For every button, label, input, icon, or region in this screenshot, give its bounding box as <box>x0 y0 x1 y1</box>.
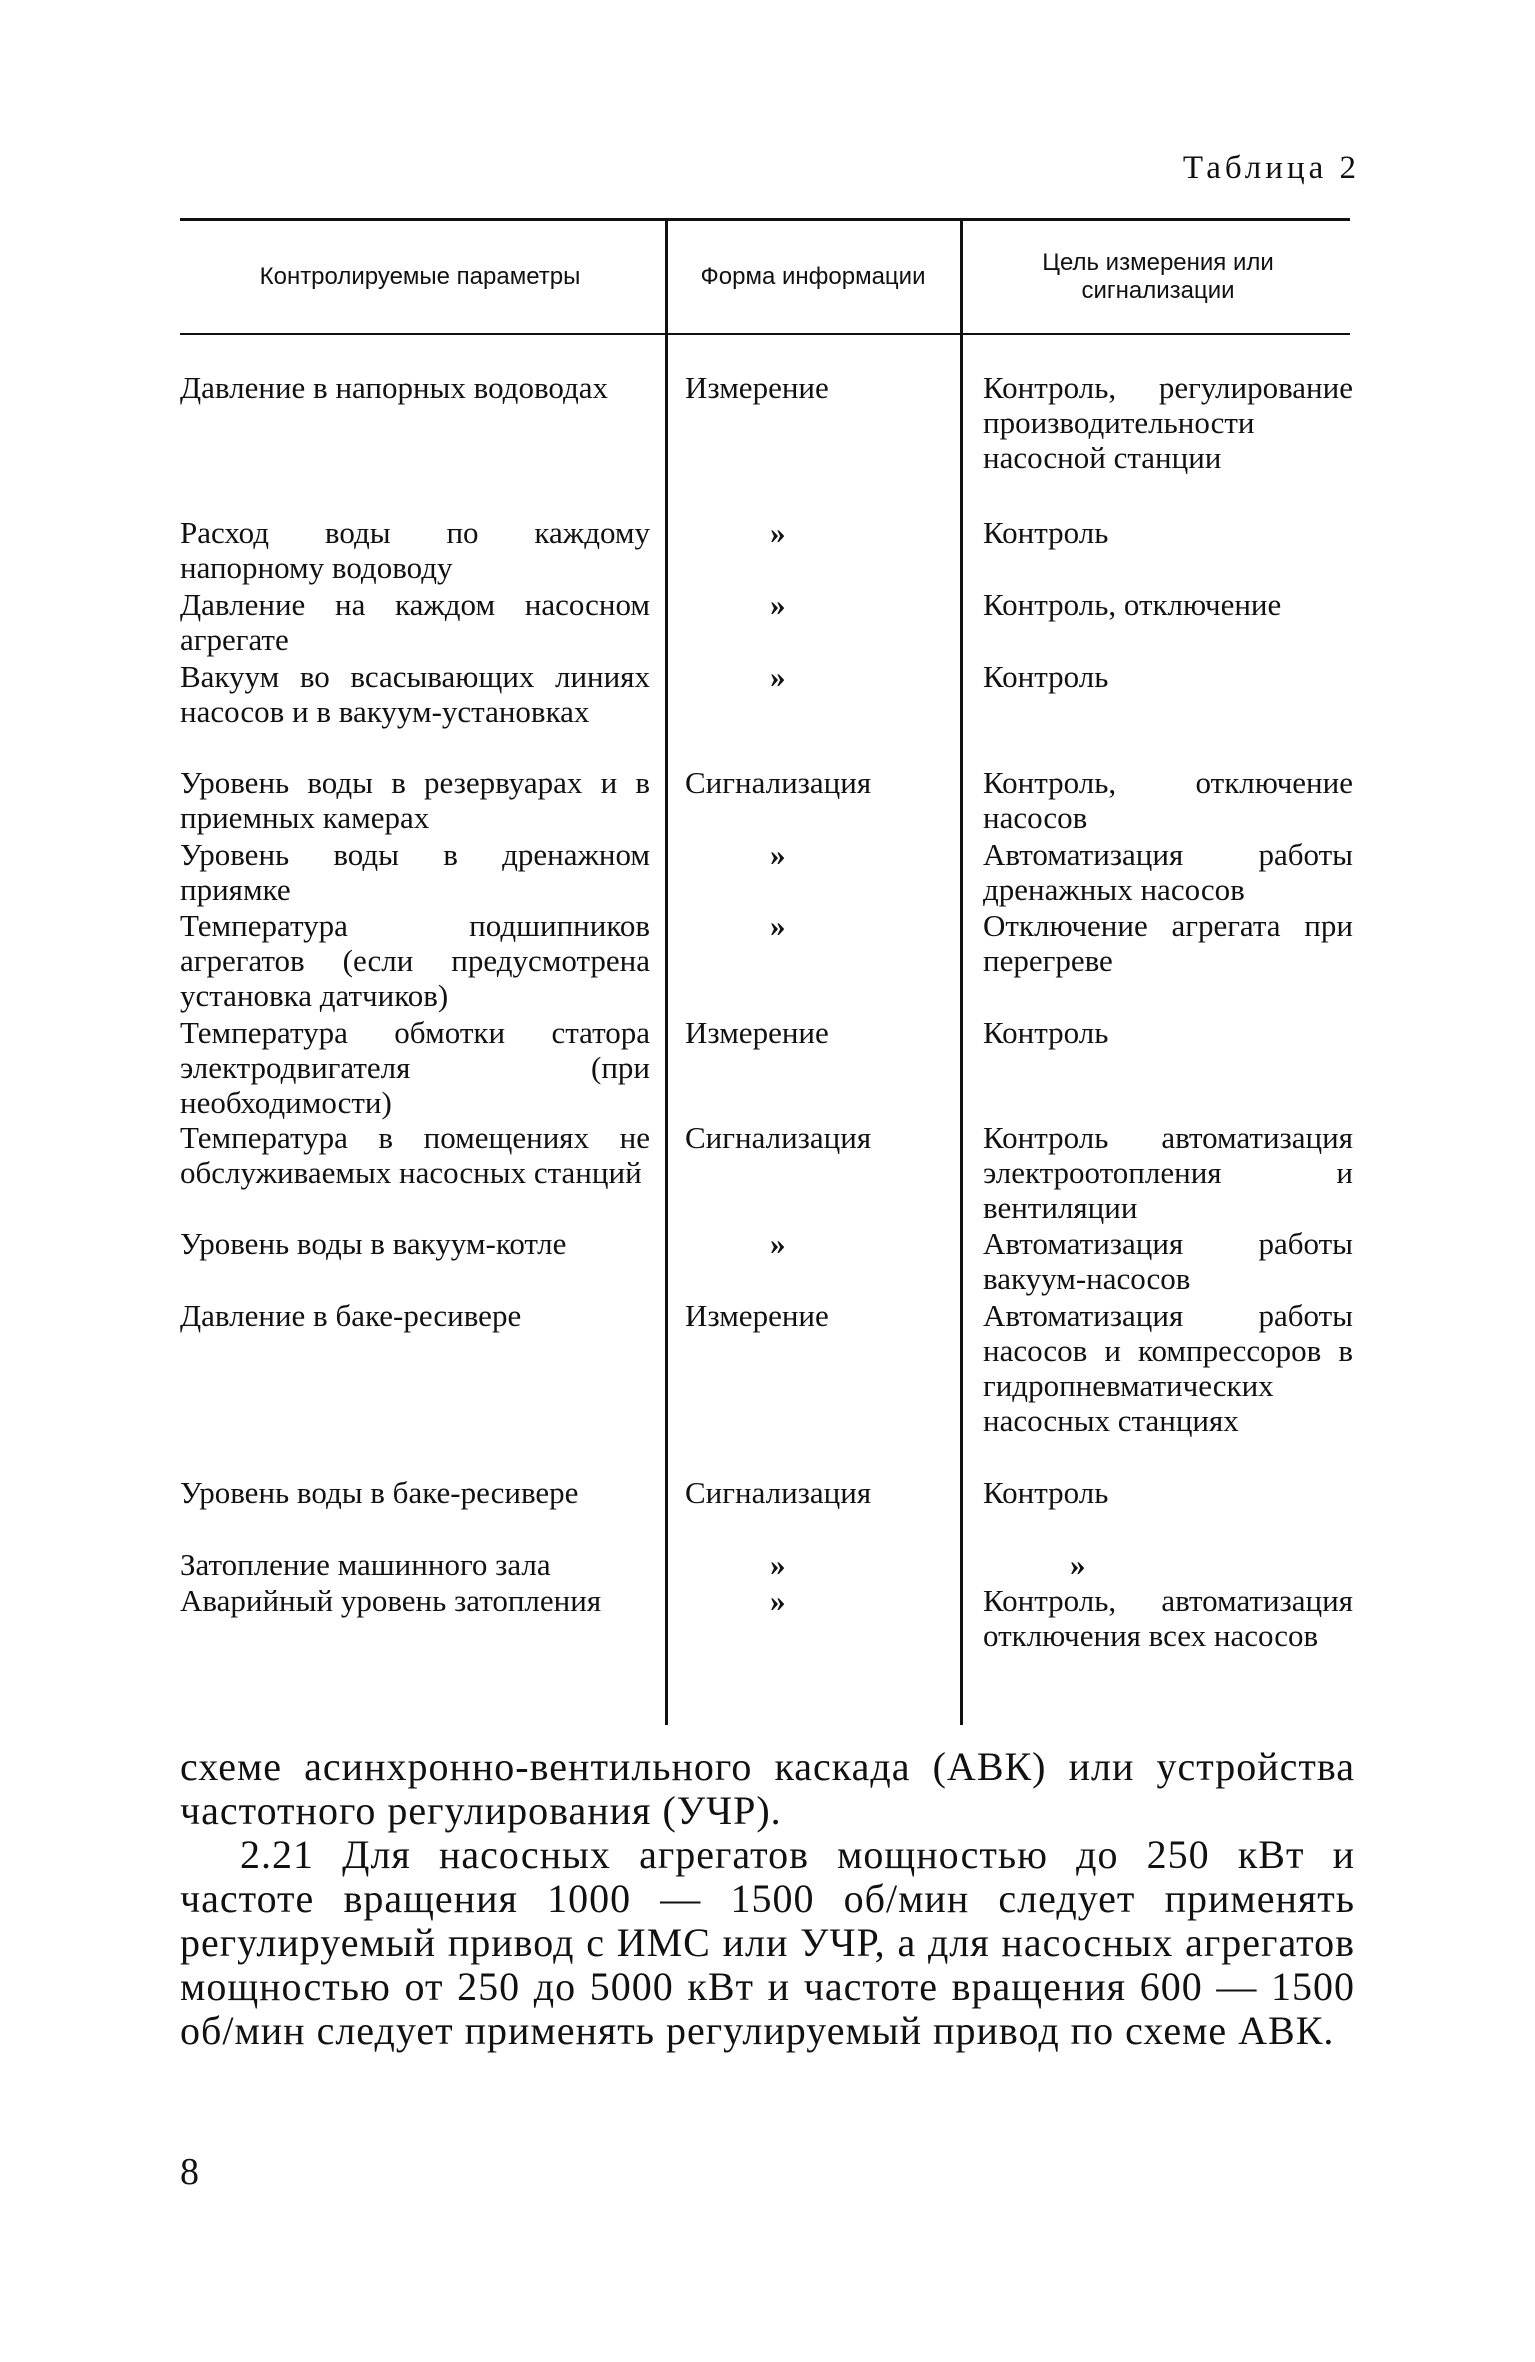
row-form: Сигнализация <box>685 1475 872 1510</box>
row-form: Измерение <box>685 1015 829 1050</box>
row-param: Давление в напорных водоводах <box>180 370 609 405</box>
row-param: Температура обмотки статора электродвигателя (при необходимости) <box>180 1015 650 1120</box>
paragraph-continuation: схеме асинхронно-вентильного каскада (АВК) или устройства частотного регулирования (УЧР). <box>180 1744 1355 1833</box>
row-purpose: Контроль, регулирование производительности насосной станции <box>983 370 1353 475</box>
row-form: » <box>770 515 786 550</box>
row-purpose: Контроль <box>983 659 1109 694</box>
paragraph-2-21: 2.21 Для насосных агрегатов мощностью до 250 кВт и частоте вращения 1000 — 1500 об/мин следует применять регулируемый привод с ИМС или УЧР, а для насосных агрегатов мощностью от 250 до 5000 кВт и частоте вращения 600 — 1500 об/мин следует применять регулируемый привод по схеме АВК. <box>180 1832 1355 2053</box>
row-form: » <box>770 908 786 943</box>
row-param: Затопление машинного зала <box>180 1547 551 1582</box>
row-purpose: Контроль <box>983 1015 1109 1050</box>
row-param: Расход воды по каждому напорному водоводу <box>180 515 650 585</box>
table-header-rule <box>180 333 1350 335</box>
row-purpose: Автоматизация работы дренажных насосов <box>983 837 1353 907</box>
header-form: Форма информации <box>700 263 926 290</box>
row-purpose: Контроль <box>983 515 1109 550</box>
row-form: » <box>770 1226 786 1261</box>
row-purpose: Контроль, автоматизация отключения всех насосов <box>983 1583 1353 1653</box>
page-number: 8 <box>180 2151 199 2193</box>
row-purpose: Отключение агрегата при перегреве <box>983 908 1353 978</box>
row-purpose: Автоматизация работы насосов и компрессоров в гидропневматических насосных станциях <box>983 1298 1353 1438</box>
row-form: » <box>770 837 786 872</box>
row-form: Сигнализация <box>685 1120 872 1155</box>
row-param: Температура подшипников агрегатов (если предусмотрена установка датчиков) <box>180 908 650 1013</box>
row-param: Аварийный уровень затопления <box>180 1583 602 1618</box>
row-param: Температура в помещениях не обслуживаемых насосных станций <box>180 1120 650 1190</box>
row-param: Уровень воды в резервуарах и в приемных камерах <box>180 765 650 835</box>
row-purpose: Автоматизация работы вакуум-насосов <box>983 1226 1353 1296</box>
header-params: Контролируемые параметры <box>259 263 581 290</box>
row-form: Измерение <box>685 370 829 405</box>
row-purpose: » <box>1070 1547 1086 1582</box>
table-column-divider-1 <box>665 220 668 1725</box>
row-param: Уровень воды в баке-ресивере <box>180 1475 579 1510</box>
row-form: » <box>770 587 786 622</box>
row-form: » <box>770 1583 786 1618</box>
row-param: Уровень воды в дренажном приямке <box>180 837 650 907</box>
row-purpose: Контроль <box>983 1475 1109 1510</box>
table-caption: Таблица 2 <box>1182 150 1360 186</box>
row-form: » <box>770 1547 786 1582</box>
row-purpose: Контроль автоматизация электроотопления и вентиляции <box>983 1120 1353 1225</box>
row-purpose: Контроль, отключение насосов <box>983 765 1353 835</box>
row-purpose: Контроль, отключение <box>983 587 1282 622</box>
row-form: Измерение <box>685 1298 829 1333</box>
row-param: Давление в баке-ресивере <box>180 1298 522 1333</box>
row-param: Вакуум во всасывающих линиях насосов и в вакуум-установках <box>180 659 650 729</box>
table-top-rule <box>180 218 1350 221</box>
row-param: Давление на каждом насосном агрегате <box>180 587 650 657</box>
row-form: » <box>770 659 786 694</box>
body-text <box>180 1745 1355 2053</box>
header-purpose: Цель измерения или сигнализации <box>1042 249 1274 304</box>
row-form: Сигнализация <box>685 765 872 800</box>
row-param: Уровень воды в вакуум-котле <box>180 1226 567 1261</box>
